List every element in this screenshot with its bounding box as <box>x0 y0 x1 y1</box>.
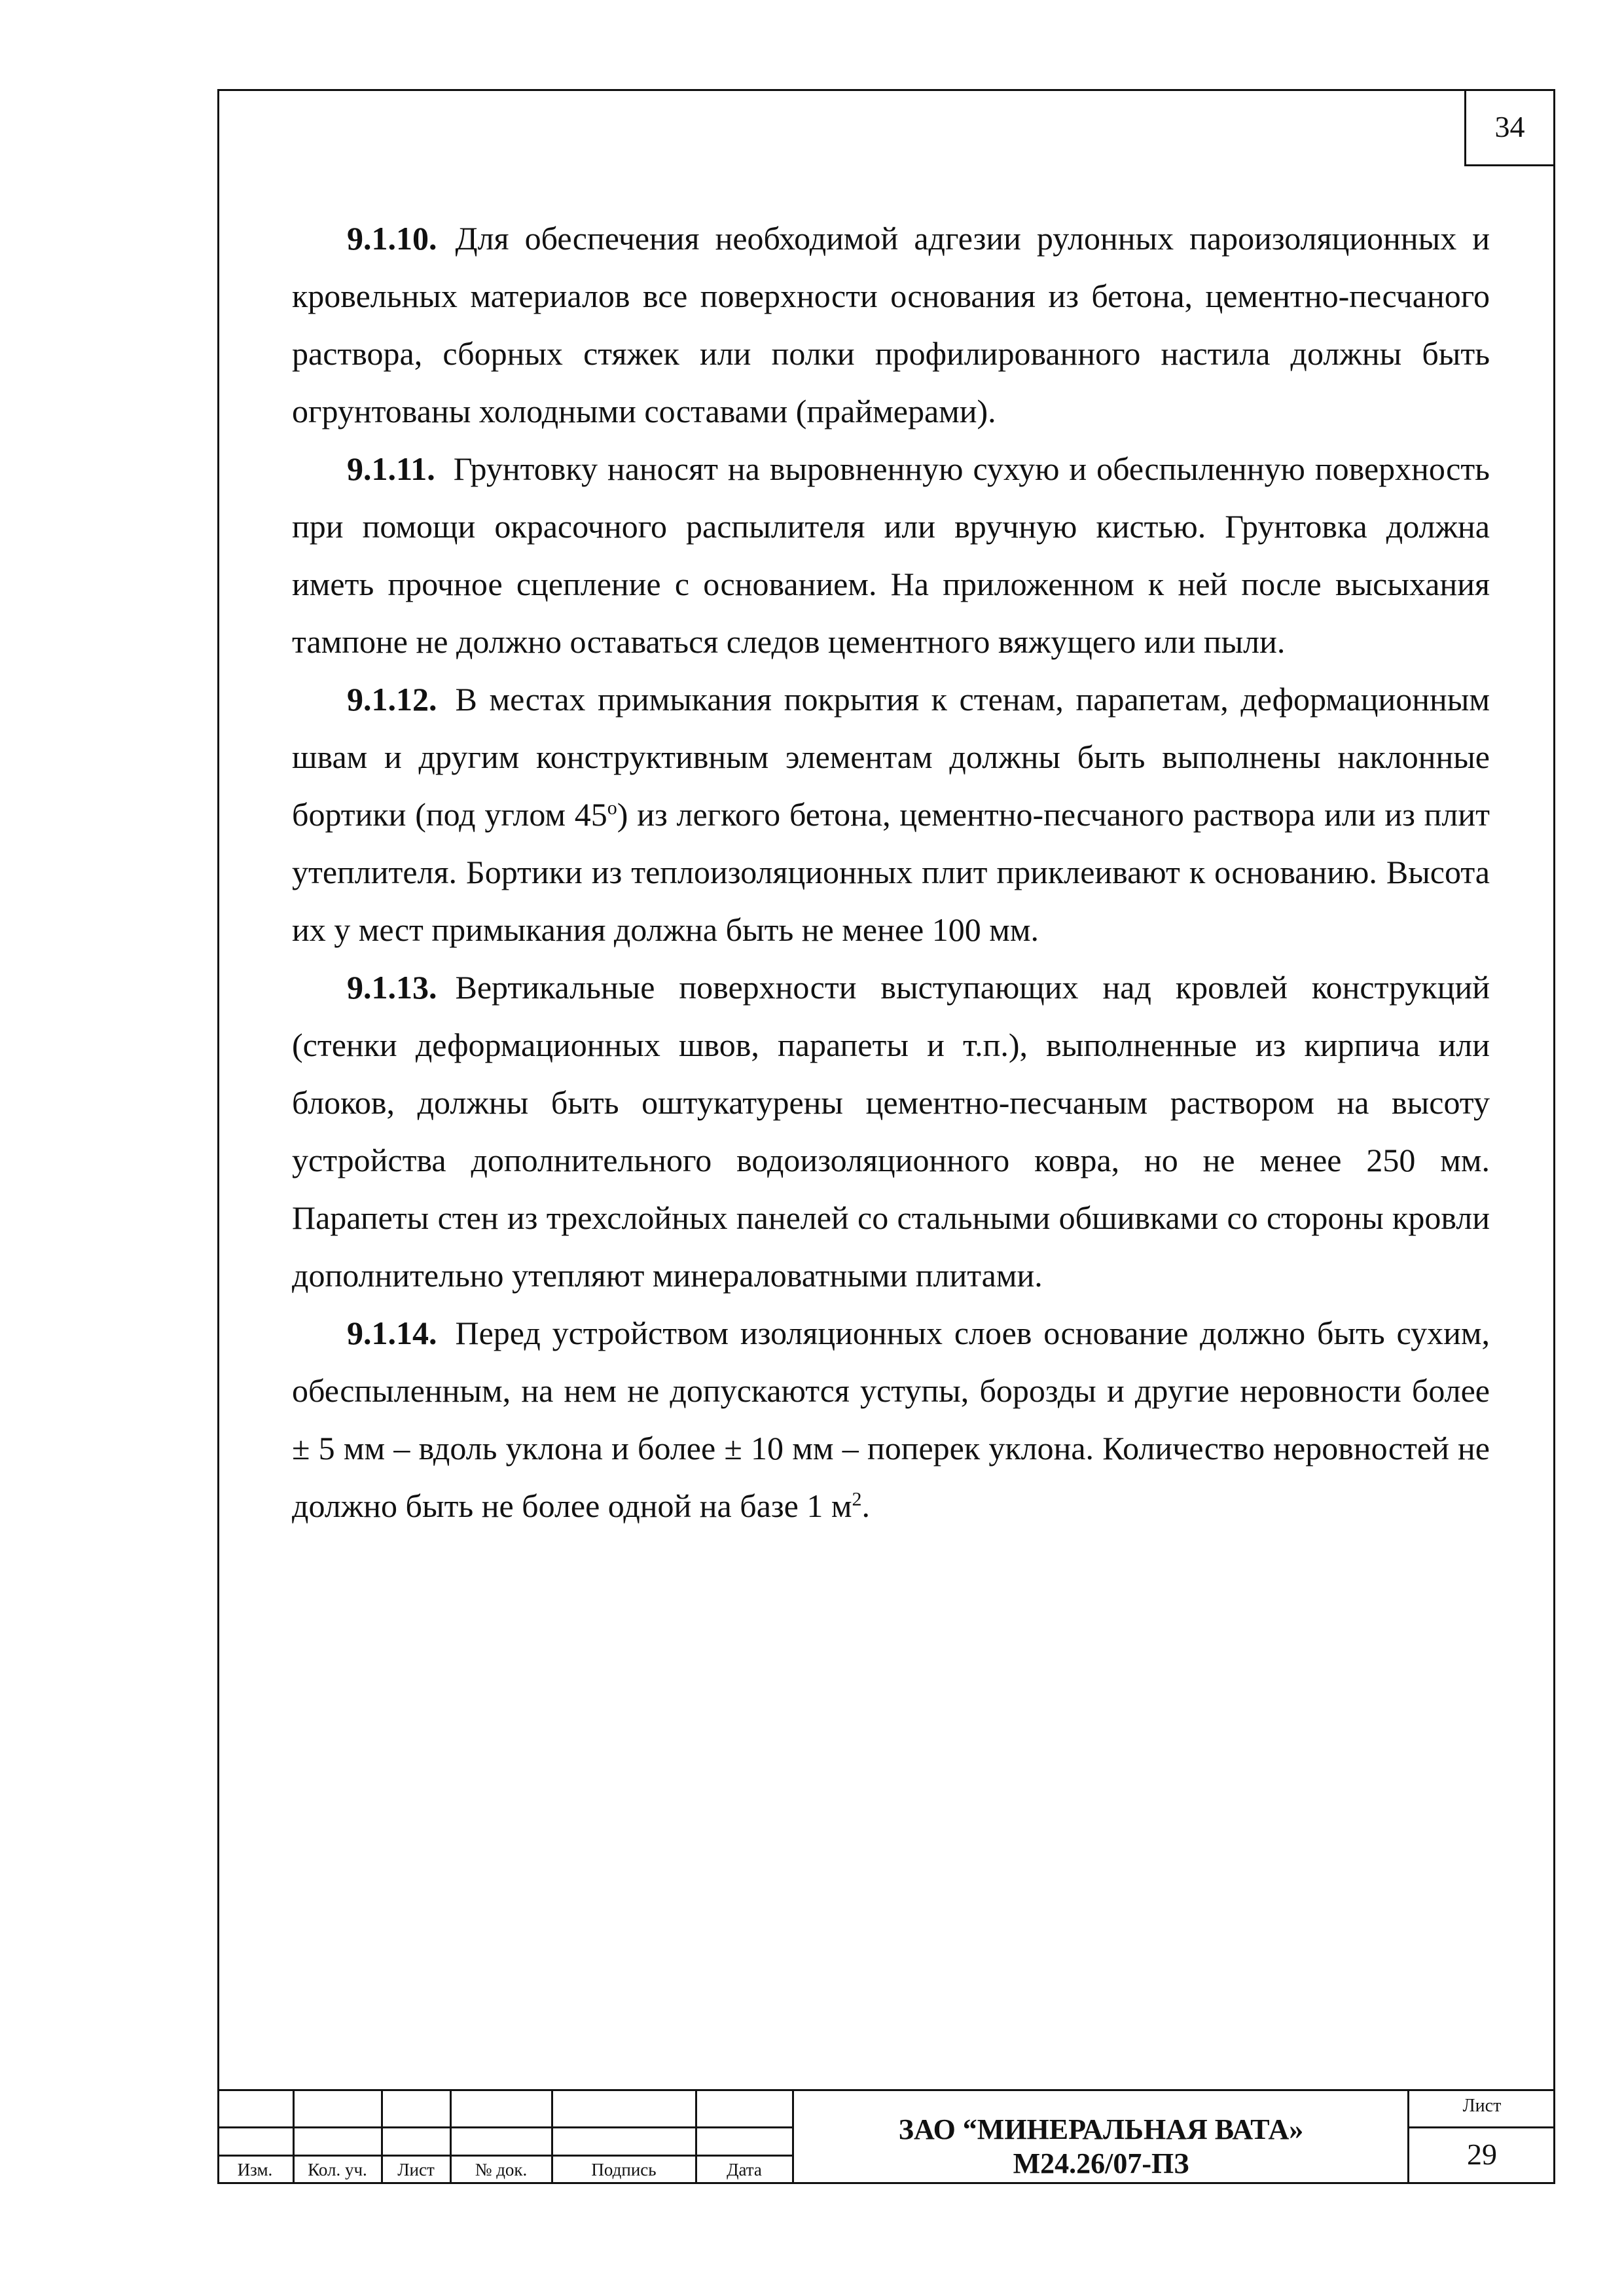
sheet-label: Лист <box>1462 2096 1502 2116</box>
stamp-label-date: Дата <box>727 2160 762 2179</box>
paragraph-text-continued: . <box>861 1487 870 1524</box>
paragraph-text: Для обеспечения необходимой адгезии рулонных пароизоляционных и кровельных материалов все поверхности основания из бетона, цементно-песчаного раствора, сборных стяжек или полки профилированного настила должны быть огрунтованы холодными составами (праймерами). <box>292 220 1490 429</box>
square-superscript: 2 <box>852 1488 862 1510</box>
paragraph-text: Перед устройством изоляционных слоев основание должно быть сухим, обеспыленным, на нем не допускаются уступы, борозды и другие неровности более ± 5 мм – вдоль уклона и более ± 10 мм – поперек уклона. Количество неровностей не должно быть не более одной на базе 1 м <box>292 1315 1490 1524</box>
stamp-label-list: Лист <box>397 2160 435 2179</box>
paragraph-number: 9.1.11. <box>347 450 435 487</box>
paragraph-text: Вертикальные поверхности выступающих над кровлей конструкций (стенки деформационных швов, парапеты и т.п.), выполненные из кирпича или блоков, должны быть оштукатурены цементно-песчаным раствором на высоту устройства дополнительного водоизоляционного ковра, но не менее 250 мм. Парапеты стен из трехслойных панелей со стальными обшивками со стороны кровли дополнительно утепляют минераловатными плитами. <box>292 969 1490 1294</box>
paragraph-9-1-11 <box>292 440 1490 670</box>
stamp-label-kol-uch: Кол. уч. <box>308 2160 367 2179</box>
paragraph-9-1-14 <box>292 1304 1490 1535</box>
paragraph-9-1-10 <box>292 210 1490 440</box>
stamp-col-line <box>792 2089 794 2184</box>
document-code: М24.26/07-ПЗ <box>1013 2147 1189 2179</box>
stamp-label-doc-no: № док. <box>475 2160 528 2179</box>
paragraph-text: Грунтовку наносят на выровненную сухую и обеспыленную поверхность при помощи окрасочного распылителя или вручную кистью. Грунтовка должна иметь прочное сцепление с основанием. На приложенном к ней после высыхания тампоне не должно оставаться следов цементного вяжущего или пыли. <box>292 450 1490 660</box>
paragraph-text-continued: ) из легкого бетона, цементно-песчаного раствора или из плит утеплителя. Бортики из теплоизоляционных плит приклеивают к основанию. Высота их у мест примыкания должна быть не менее 100 мм. <box>292 796 1490 948</box>
paragraph-9-1-12 <box>292 670 1490 958</box>
stamp-row-line <box>217 2126 793 2128</box>
company-name: ЗАО “МИНЕРАЛЬНАЯ ВАТА» <box>898 2113 1304 2145</box>
page-number: 34 <box>1464 89 1555 166</box>
stamp-label-izm: Изм. <box>237 2160 273 2179</box>
degree-superscript: о <box>607 797 617 819</box>
stamp-row-line <box>217 2155 793 2157</box>
paragraph-number: 9.1.10. <box>347 220 437 257</box>
paragraph-number: 9.1.14. <box>347 1315 437 1351</box>
document-body <box>292 210 1490 1535</box>
company-block <box>806 2113 1396 2181</box>
paragraph-number: 9.1.12. <box>347 681 437 718</box>
sheet-number: 29 <box>1467 2138 1497 2171</box>
paragraph-text: В местах примыкания покрытия к стенам, парапетам, деформационным швам и другим конструктивным элементам должны быть выполнены наклонные бортики (под углом 45 <box>292 681 1490 833</box>
stamp-border-top <box>217 2089 1555 2091</box>
paragraph-9-1-13 <box>292 958 1490 1304</box>
paragraph-number: 9.1.13. <box>347 969 437 1006</box>
title-block <box>217 2089 1555 2184</box>
stamp-label-signature: Подпись <box>591 2160 657 2179</box>
